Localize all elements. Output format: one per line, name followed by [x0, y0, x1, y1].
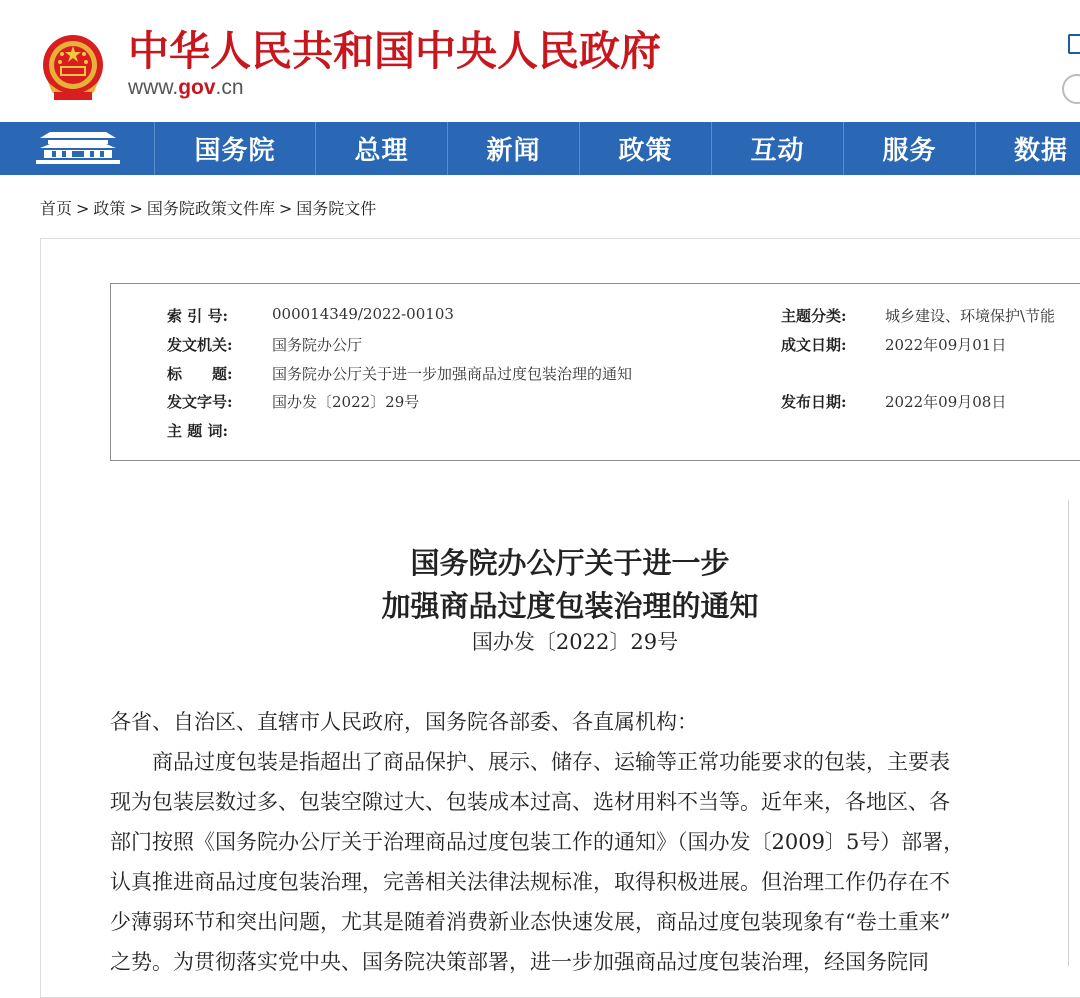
salutation: 各省、自治区、直辖市人民政府，国务院各部委、各直属机构：: [110, 710, 698, 734]
body-line: 之势。为贯彻落实党中央、国务院决策部署，进一步加强商品过度包装治理，经国务院同: [110, 950, 929, 974]
meta-index-label: 索 引 号:: [167, 307, 228, 325]
breadcrumb-policy-library[interactable]: 国务院政策文件库: [146, 199, 275, 218]
meta-published-value: 2022年09月08日: [885, 393, 1007, 411]
home-nav-logo[interactable]: [0, 122, 155, 175]
weibo-icon[interactable]: [1068, 34, 1080, 54]
national-emblem-icon[interactable]: [40, 32, 106, 104]
url-gov: gov: [178, 76, 216, 99]
meta-created-value: 2022年09月01日: [885, 336, 1007, 354]
nav-item-services[interactable]: 服务: [844, 122, 976, 175]
body-line: 认真推进商品过度包装治理，完善相关法律法规标准，取得积极进展。但治理工作仍存在不: [110, 870, 950, 894]
nav-item-premier[interactable]: 总理: [316, 122, 448, 175]
meta-created-label: 成文日期:: [781, 336, 847, 354]
tiananmen-icon: [0, 122, 155, 175]
breadcrumb-state-council-docs[interactable]: 国务院文件: [296, 199, 377, 218]
meta-docno-label: 发文字号:: [167, 393, 233, 411]
meta-docno-value: 国办发〔2022〕29号: [272, 393, 420, 411]
meta-issuer-label: 发文机关:: [167, 336, 233, 354]
nav-item-interaction[interactable]: 互动: [712, 122, 844, 175]
meta-index-value: 000014349/2022-00103: [272, 305, 454, 323]
meta-category-value: 城乡建设、环境保护\节能: [885, 307, 1056, 325]
main-nav: [0, 122, 1080, 175]
breadcrumb-policy[interactable]: 政策: [93, 199, 126, 218]
meta-title-value: 国务院办公厅关于进一步加强商品过度包装治理的通知: [272, 365, 633, 383]
body-line: 少薄弱环节和突出问题，尤其是随着消费新业态快速发展，商品过度包装现象有“卷土重来”: [110, 910, 951, 934]
search-icon[interactable]: [1062, 74, 1080, 104]
site-header: [0, 0, 1080, 122]
meta-title-label: 标 题:: [167, 365, 233, 383]
meta-published-label: 发布日期:: [781, 393, 847, 411]
breadcrumb-separator: >: [129, 199, 143, 218]
breadcrumb: [40, 196, 376, 219]
url-suffix: .cn: [215, 76, 244, 99]
breadcrumb-home[interactable]: 首页: [40, 199, 73, 218]
meta-issuer-value: 国务院办公厅: [272, 336, 363, 354]
body-line: 部门按照《国务院办公厅关于治理商品过度包装工作的通知》（国办发〔2009〕5号）部署，: [110, 830, 965, 854]
breadcrumb-separator: >: [76, 199, 90, 218]
document-title-line-2: 加强商品过度包装治理的通知: [381, 589, 759, 623]
nav-item-policy[interactable]: 政策: [580, 122, 712, 175]
body-line: 现为包装层数过多、包装空隙过大、包装成本过高、选材用料不当等。近年来，各地区、各: [110, 790, 950, 814]
document-title-line-1: 国务院办公厅关于进一步: [410, 546, 730, 580]
body-line: 商品过度包装是指超出了商品保护、展示、储存、运输等正常功能要求的包装，主要表: [110, 750, 950, 774]
url-prefix: www.: [128, 76, 179, 99]
site-name: 中华人民共和国中央人民政府: [128, 27, 661, 75]
nav-item-news[interactable]: 新闻: [448, 122, 580, 175]
meta-category-label: 主题分类:: [781, 307, 847, 325]
breadcrumb-separator: >: [278, 199, 293, 218]
document-number: 国办发〔2022〕29号: [471, 630, 679, 654]
nav-item-state-council[interactable]: 国务院: [155, 122, 316, 175]
meta-keywords-label: 主 题 词:: [167, 422, 228, 440]
nav-item-data[interactable]: 数据: [1014, 136, 1069, 166]
site-url[interactable]: [128, 76, 244, 100]
